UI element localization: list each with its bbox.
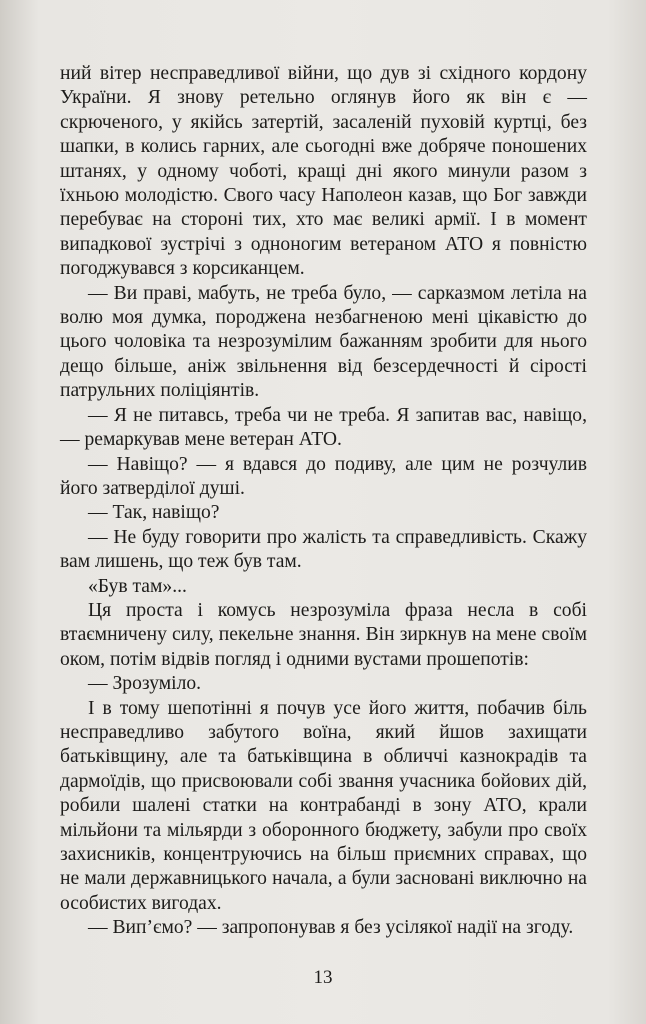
paragraph-8: Ця проста і комусь незрозуміла фраза несла в собі втаємничену силу, пекельне знання. Він зиркнув на мене своїм оком, потім відвів погляд і одними вустами прошепотів: [60,599,587,670]
paragraph-3: — Я не питавсь, треба чи не треба. Я запитав вас, навіщо, — ремаркував мене ветеран АТО. [60,404,587,451]
paragraph-11: — Вип’ємо? — запропонував я без усілякої надії на згоду. [88,917,574,939]
paragraph-5: — Так, навіщо? [88,502,220,524]
paragraph-10: І в тому шепотінні я почув усе його життя, побачив біль несправедливо забутого воїна, який йшов захищати батьківщину, але та батьківщина в обличчі казнокрадів та дармоїдів, що присвоювали собі звання учасника бойових дій, робили шалені статки на контрабанді в зону АТО, крали мільйони та мільярди з оборонного бюджету, забули про своїх захисників, концентруючись на більш приємних справах, що не мали державницького начала, а були засновані виключно на особистих вигодах. [60,697,587,914]
paragraph-7: «Був там»... [88,575,187,597]
paragraph-9: — Зрозуміло. [88,673,202,695]
paragraph-4: — Навіщо? — я вдався до подиву, але цим не розчулив його затверділої душі. [60,453,587,499]
page-number: 13 [313,967,333,988]
paragraph-6: — Не буду говорити про жалість та справедливість. Скажу вам лишень, що теж був там. [60,526,587,573]
paragraph-1: ний вітер несправедливої війни, що дув зі східного кордону України. Я знову ретельно оглянув його як він є — скрюченого, у якійсь затертій, засаленій пуховій куртці, без шапки, в колись гарних, але сьогодні вже добряче поношених штанях, у одному чоботі, кращі дні якого минули разом з їхньою молодістю. Свого часу Наполеон казав, що Бог завжди перебуває на стороні тих, хто має великі армії. І в момент випадкової зустрічі з одноногим ветераном АТО я повністю погоджувався з корсиканцем. [60,63,587,280]
paragraph-2: — Ви праві, мабуть, не треба було, — сарказмом летіла на волю моя думка, породжена незбагненою мені цікавістю до цього чоловіка та незрозумілим бажанням зробити для нього дещо більше, аніж звільнення від безсердечності й сірості патрульних поліціянтів. [60,282,587,402]
page-text [60,62,587,941]
